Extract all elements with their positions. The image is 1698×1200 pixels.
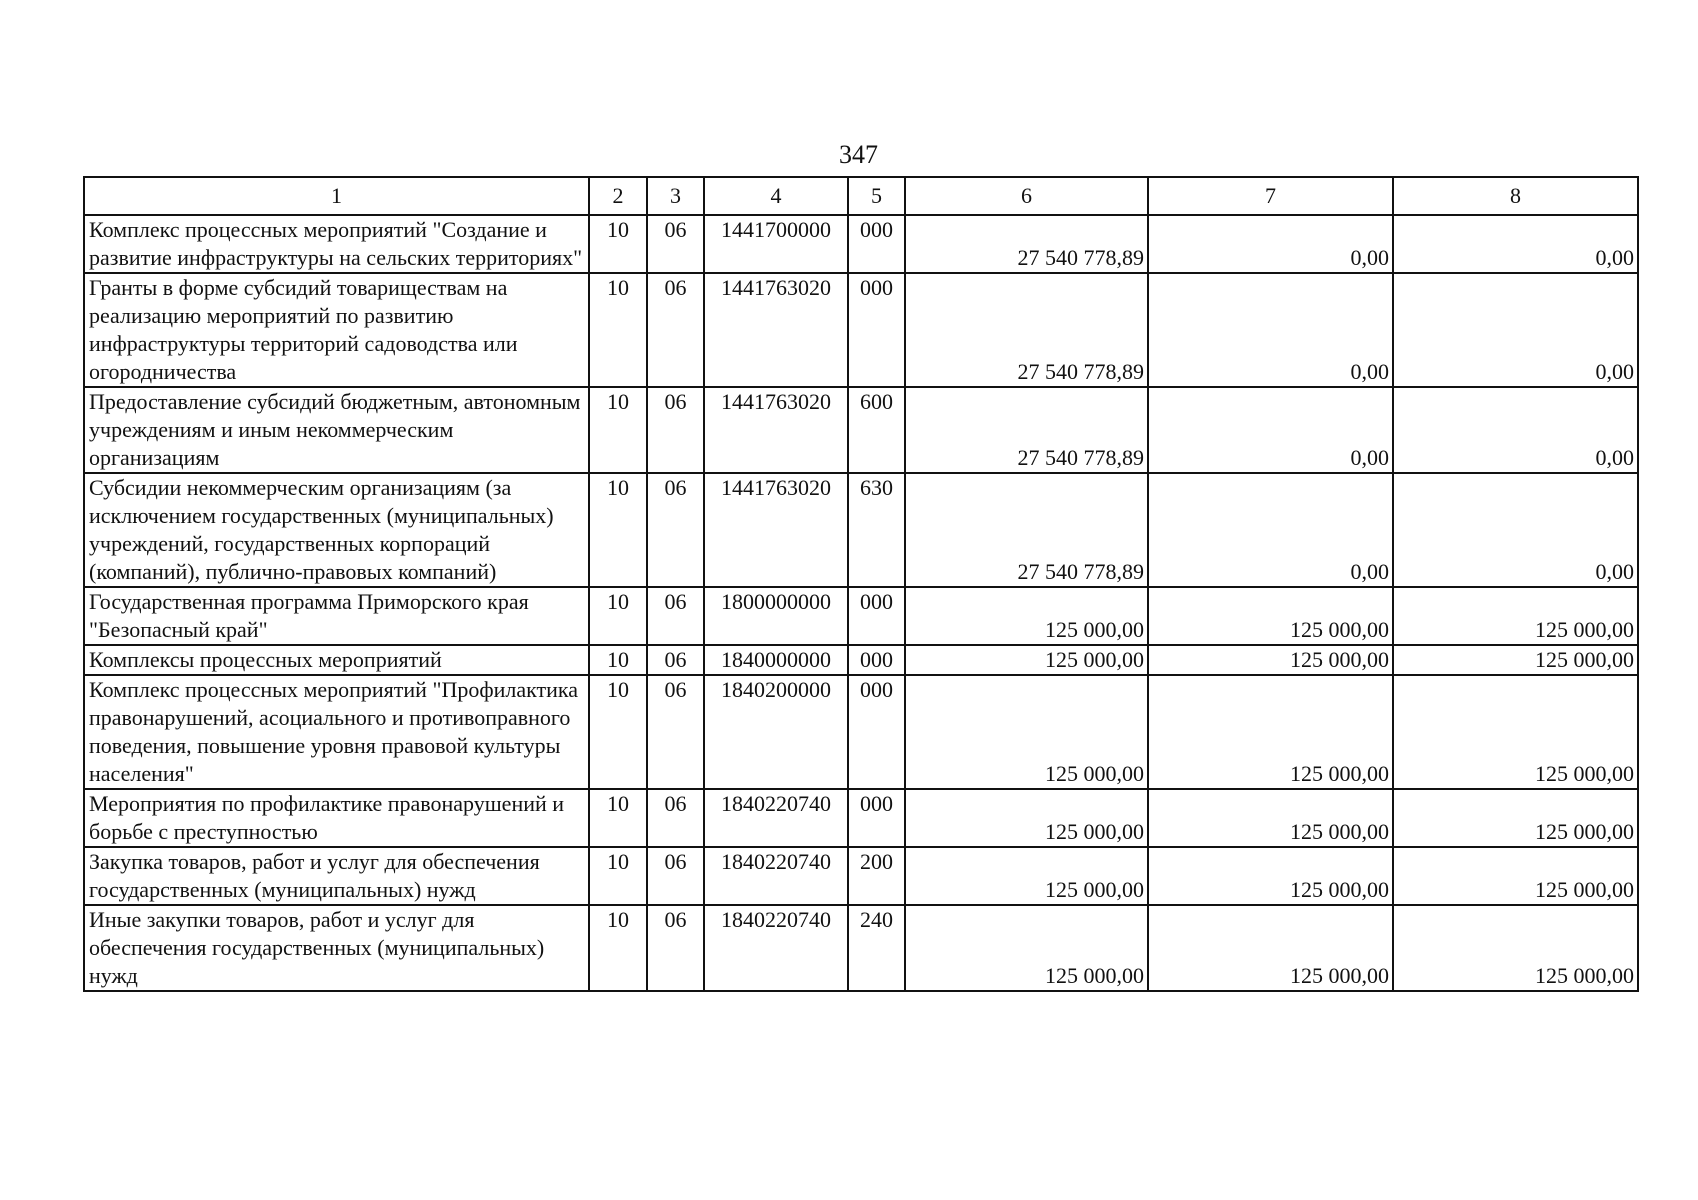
- row-amount-col8-cell: 0,00: [1393, 273, 1638, 387]
- row-expense-type-cell: 630: [848, 473, 905, 587]
- header-row: [84, 177, 1638, 215]
- row-target-article-cell: 1441700000: [704, 215, 848, 273]
- row-subsection-cell: 06: [647, 847, 704, 905]
- table-row: [84, 215, 1638, 273]
- row-amount-col6-cell: 27 540 778,89: [905, 273, 1148, 387]
- row-expense-type-cell: 240: [848, 905, 905, 991]
- row-target-article-cell: 1840000000: [704, 645, 848, 675]
- row-name-cell: Мероприятия по профилактике правонарушений и борьбе с преступностью: [84, 789, 589, 847]
- row-section-cell: 10: [589, 789, 647, 847]
- row-target-article-cell: 1441763020: [704, 387, 848, 473]
- row-amount-col7-cell: 125 000,00: [1148, 587, 1393, 645]
- row-name-cell: Субсидии некоммерческим организациям (за исключением государственных (муниципальных) учреждений, государственных корпораций (компаний), публично-правовых компаний): [84, 473, 589, 587]
- row-subsection-cell: 06: [647, 273, 704, 387]
- table-row: [84, 847, 1638, 905]
- row-section-cell: 10: [589, 587, 647, 645]
- row-amount-col8-cell: 0,00: [1393, 215, 1638, 273]
- row-amount-col7-cell: 0,00: [1148, 215, 1393, 273]
- row-expense-type-cell: 000: [848, 273, 905, 387]
- row-amount-col6-cell: 27 540 778,89: [905, 215, 1148, 273]
- header-cell: 4: [704, 177, 848, 215]
- row-target-article-cell: 1840220740: [704, 789, 848, 847]
- table-row: [84, 387, 1638, 473]
- row-amount-col6-cell: 125 000,00: [905, 645, 1148, 675]
- row-section-cell: 10: [589, 675, 647, 789]
- row-subsection-cell: 06: [647, 789, 704, 847]
- row-amount-col8-cell: 125 000,00: [1393, 645, 1638, 675]
- row-name-cell: Комплексы процессных мероприятий: [84, 645, 589, 675]
- row-name-cell: Предоставление субсидий бюджетным, автономным учреждениям и иным некоммерческим организациям: [84, 387, 589, 473]
- row-expense-type-cell: 600: [848, 387, 905, 473]
- row-amount-col8-cell: 125 000,00: [1393, 847, 1638, 905]
- page-number: 347: [839, 140, 878, 169]
- row-section-cell: 10: [589, 387, 647, 473]
- row-subsection-cell: 06: [647, 387, 704, 473]
- row-amount-col7-cell: 125 000,00: [1148, 645, 1393, 675]
- row-amount-col6-cell: 27 540 778,89: [905, 387, 1148, 473]
- row-subsection-cell: 06: [647, 587, 704, 645]
- table-row: [84, 789, 1638, 847]
- row-target-article-cell: 1840220740: [704, 905, 848, 991]
- row-target-article-cell: 1800000000: [704, 587, 848, 645]
- table-row: [84, 273, 1638, 387]
- row-amount-col6-cell: 125 000,00: [905, 905, 1148, 991]
- header-cell: 1: [84, 177, 589, 215]
- row-section-cell: 10: [589, 905, 647, 991]
- row-section-cell: 10: [589, 473, 647, 587]
- row-amount-col8-cell: 0,00: [1393, 473, 1638, 587]
- row-amount-col6-cell: 125 000,00: [905, 675, 1148, 789]
- row-section-cell: 10: [589, 645, 647, 675]
- row-amount-col7-cell: 0,00: [1148, 473, 1393, 587]
- header-cell: 2: [589, 177, 647, 215]
- row-target-article-cell: 1840220740: [704, 847, 848, 905]
- table-row: [84, 473, 1638, 587]
- row-target-article-cell: 1441763020: [704, 273, 848, 387]
- row-target-article-cell: 1441763020: [704, 473, 848, 587]
- header-cell: 8: [1393, 177, 1638, 215]
- row-amount-col6-cell: 125 000,00: [905, 587, 1148, 645]
- header-cell: 3: [647, 177, 704, 215]
- row-subsection-cell: 06: [647, 645, 704, 675]
- row-amount-col7-cell: 0,00: [1148, 273, 1393, 387]
- header-cell: 5: [848, 177, 905, 215]
- row-name-cell: Гранты в форме субсидий товариществам на реализацию мероприятий по развитию инфраструктуры территорий садоводства или огородничества: [84, 273, 589, 387]
- row-name-cell: Государственная программа Приморского края "Безопасный край": [84, 587, 589, 645]
- row-name-cell: Иные закупки товаров, работ и услуг для обеспечения государственных (муниципальных) нужд: [84, 905, 589, 991]
- row-expense-type-cell: 000: [848, 215, 905, 273]
- row-amount-col7-cell: 125 000,00: [1148, 675, 1393, 789]
- row-name-cell: Закупка товаров, работ и услуг для обеспечения государственных (муниципальных) нужд: [84, 847, 589, 905]
- row-amount-col7-cell: 125 000,00: [1148, 905, 1393, 991]
- row-amount-col6-cell: 27 540 778,89: [905, 473, 1148, 587]
- row-amount-col7-cell: 125 000,00: [1148, 847, 1393, 905]
- table-row: [84, 645, 1638, 675]
- row-section-cell: 10: [589, 847, 647, 905]
- budget-table: [83, 176, 1639, 992]
- row-expense-type-cell: 000: [848, 645, 905, 675]
- header-cell: 7: [1148, 177, 1393, 215]
- row-amount-col8-cell: 0,00: [1393, 387, 1638, 473]
- row-subsection-cell: 06: [647, 905, 704, 991]
- row-subsection-cell: 06: [647, 215, 704, 273]
- row-subsection-cell: 06: [647, 473, 704, 587]
- row-target-article-cell: 1840200000: [704, 675, 848, 789]
- row-name-cell: Комплекс процессных мероприятий "Создание и развитие инфраструктуры на сельских территориях": [84, 215, 589, 273]
- row-amount-col8-cell: 125 000,00: [1393, 789, 1638, 847]
- row-amount-col7-cell: 125 000,00: [1148, 789, 1393, 847]
- table-row: [84, 675, 1638, 789]
- header-cell: 6: [905, 177, 1148, 215]
- row-expense-type-cell: 000: [848, 587, 905, 645]
- table-row: [84, 905, 1638, 991]
- table-body: [84, 215, 1638, 991]
- row-subsection-cell: 06: [647, 675, 704, 789]
- row-expense-type-cell: 200: [848, 847, 905, 905]
- row-expense-type-cell: 000: [848, 789, 905, 847]
- row-amount-col8-cell: 125 000,00: [1393, 675, 1638, 789]
- row-amount-col8-cell: 125 000,00: [1393, 905, 1638, 991]
- row-expense-type-cell: 000: [848, 675, 905, 789]
- row-amount-col6-cell: 125 000,00: [905, 789, 1148, 847]
- row-amount-col8-cell: 125 000,00: [1393, 587, 1638, 645]
- table-row: [84, 587, 1638, 645]
- row-section-cell: 10: [589, 215, 647, 273]
- row-amount-col6-cell: 125 000,00: [905, 847, 1148, 905]
- row-amount-col7-cell: 0,00: [1148, 387, 1393, 473]
- row-name-cell: Комплекс процессных мероприятий "Профилактика правонарушений, асоциального и противоправного поведения, повышение уровня правовой культуры населения": [84, 675, 589, 789]
- row-section-cell: 10: [589, 273, 647, 387]
